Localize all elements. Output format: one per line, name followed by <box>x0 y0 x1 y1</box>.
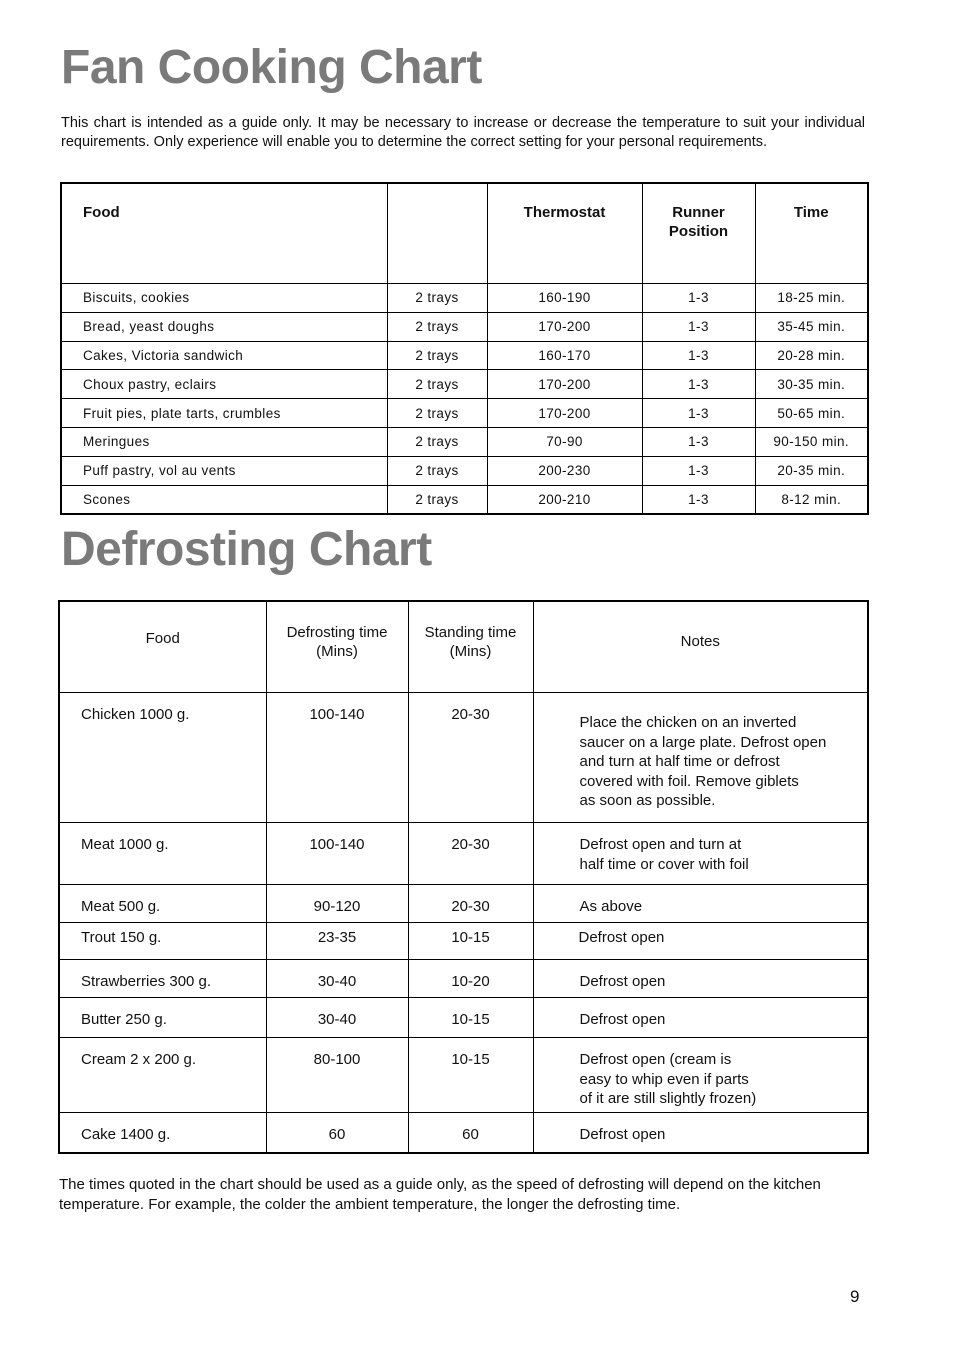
fan-header-runner-position: Runner Position <box>642 183 755 284</box>
trays-cell: 2 trays <box>387 284 487 313</box>
fan-table-row <box>61 485 868 514</box>
fan-table-row <box>61 427 868 456</box>
note-line: half time or cover with foil <box>579 855 749 873</box>
note-line: Place the chicken on an inverted <box>579 714 797 731</box>
food-cell: Bread, yeast doughs <box>61 312 387 341</box>
food-cell: Meat 1000 g. <box>59 823 266 885</box>
thermostat-cell: 70-90 <box>487 427 642 456</box>
time-cell: 20-28 min. <box>755 341 868 370</box>
thermostat-cell: 200-210 <box>487 485 642 514</box>
defrost-table-row <box>59 693 868 823</box>
runner-position-cell: 1-3 <box>642 370 755 399</box>
note-line: and turn at half time or defrost <box>579 753 780 770</box>
note-line: Defrost open and turn at <box>579 836 742 853</box>
food-cell: Chicken 1000 g. <box>59 693 266 823</box>
runner-position-cell: 1-3 <box>642 456 755 485</box>
defrost-header-notes: Notes <box>533 601 868 693</box>
defrosting-time-cell: 80-100 <box>266 1038 408 1113</box>
defrosting-time-cell: 23-35 <box>266 923 408 960</box>
time-cell: 18-25 min. <box>755 284 868 313</box>
note-line: saucer on a large plate. Defrost open <box>579 733 827 751</box>
trays-cell: 2 trays <box>387 427 487 456</box>
fan-table-row <box>61 312 868 341</box>
time-cell: 30-35 min. <box>755 370 868 399</box>
food-cell: Meringues <box>61 427 387 456</box>
runner-position-cell: 1-3 <box>642 341 755 370</box>
runner-position-cell: 1-3 <box>642 485 755 514</box>
defrost-header-food: Food <box>59 601 266 693</box>
notes-cell <box>533 693 868 823</box>
defrost-table-row <box>59 885 868 923</box>
standing-time-cell: 10-15 <box>408 1038 533 1113</box>
notes-cell <box>533 960 868 998</box>
note-line: As above <box>579 898 643 915</box>
food-cell: Cakes, Victoria sandwich <box>61 341 387 370</box>
notes-cell <box>533 823 868 885</box>
food-cell: Cake 1400 g. <box>59 1113 266 1153</box>
defrost-table-row <box>59 1113 868 1153</box>
runner-position-cell: 1-3 <box>642 312 755 341</box>
notes-cell <box>533 923 868 960</box>
fan-table-body <box>61 284 868 515</box>
trays-cell: 2 trays <box>387 341 487 370</box>
defrost-footer-note: The times quoted in the chart should be used as a guide only, as the speed of defrosting will depend on the kitchen temperature. For example, the colder the ambient temperature, the longer the defrosting time. <box>59 1176 821 1213</box>
food-cell: Choux pastry, eclairs <box>61 370 387 399</box>
fan-table-row <box>61 341 868 370</box>
note-line: as soon as possible. <box>579 792 716 809</box>
trays-cell: 2 trays <box>387 456 487 485</box>
notes-cell <box>533 998 868 1038</box>
page-number: 9 <box>850 1287 860 1306</box>
runner-position-cell: 1-3 <box>642 427 755 456</box>
note-line: covered with foil. Remove giblets <box>579 772 799 790</box>
food-cell: Fruit pies, plate tarts, crumbles <box>61 399 387 428</box>
defrost-header-defrosting-time: Defrosting time (Mins) <box>266 601 408 693</box>
food-cell: Meat 500 g. <box>59 885 266 923</box>
food-cell: Butter 250 g. <box>59 998 266 1038</box>
standing-time-cell: 20-30 <box>408 693 533 823</box>
defrosting-time-cell: 30-40 <box>266 960 408 998</box>
trays-cell: 2 trays <box>387 312 487 341</box>
fan-table-row <box>61 370 868 399</box>
standing-time-cell: 20-30 <box>408 823 533 885</box>
trays-cell: 2 trays <box>387 485 487 514</box>
defrosting-time-cell: 100-140 <box>266 693 408 823</box>
time-cell: 20-35 min. <box>755 456 868 485</box>
thermostat-cell: 170-200 <box>487 312 642 341</box>
note-line: Defrost open <box>579 973 666 990</box>
defrost-table-row <box>59 923 868 960</box>
note-line: Defrost open <box>579 1011 666 1028</box>
thermostat-cell: 160-170 <box>487 341 642 370</box>
standing-time-cell: 10-15 <box>408 923 533 960</box>
fan-table-row <box>61 456 868 485</box>
notes-cell <box>533 885 868 923</box>
note-line: Defrost open <box>579 1126 666 1143</box>
standing-time-cell: 10-20 <box>408 960 533 998</box>
time-cell: 8-12 min. <box>755 485 868 514</box>
defrost-table-body <box>59 693 868 1153</box>
note-line: Defrost open <box>578 929 665 946</box>
defrost-table-row <box>59 1038 868 1113</box>
runner-position-cell: 1-3 <box>642 399 755 428</box>
notes-cell <box>533 1113 868 1153</box>
fan-header-trays <box>387 183 487 284</box>
thermostat-cell: 160-190 <box>487 284 642 313</box>
food-cell: Cream 2 x 200 g. <box>59 1038 266 1113</box>
defrosting-time-cell: 90-120 <box>266 885 408 923</box>
thermostat-cell: 170-200 <box>487 399 642 428</box>
time-cell: 90-150 min. <box>755 427 868 456</box>
food-cell: Puff pastry, vol au vents <box>61 456 387 485</box>
standing-time-cell: 20-30 <box>408 885 533 923</box>
fan-table-header-row <box>61 183 868 284</box>
defrosting-table <box>58 600 869 1154</box>
fan-cooking-table <box>60 182 869 515</box>
note-line: of it are still slightly frozen) <box>579 1090 757 1107</box>
defrost-table-header-row <box>59 601 868 693</box>
thermostat-cell: 170-200 <box>487 370 642 399</box>
defrosting-time-cell: 100-140 <box>266 823 408 885</box>
fan-header-thermostat: Thermostat <box>487 183 642 284</box>
defrost-table-row <box>59 960 868 998</box>
fan-header-food: Food <box>61 183 387 284</box>
time-cell: 50-65 min. <box>755 399 868 428</box>
food-cell: Trout 150 g. <box>59 923 266 960</box>
defrost-table-row <box>59 998 868 1038</box>
standing-time-cell: 60 <box>408 1113 533 1153</box>
food-cell: Scones <box>61 485 387 514</box>
defrost-table-row <box>59 823 868 885</box>
fan-header-time: Time <box>755 183 868 284</box>
fan-table-row <box>61 399 868 428</box>
defrosting-time-cell: 30-40 <box>266 998 408 1038</box>
note-line: Defrost open (cream is <box>579 1051 732 1068</box>
defrosting-chart-title: Defrosting Chart <box>61 523 432 576</box>
defrost-header-standing-time: Standing time (Mins) <box>408 601 533 693</box>
fan-cooking-chart-title: Fan Cooking Chart <box>61 41 482 94</box>
defrosting-time-cell: 60 <box>266 1113 408 1153</box>
time-cell: 35-45 min. <box>755 312 868 341</box>
note-line: easy to whip even if parts <box>579 1070 749 1088</box>
notes-cell <box>533 1038 868 1113</box>
fan-chart-intro: This chart is intended as a guide only. It may be necessary to increase or decrease the temperature to suit your individual requirements. Only experience will enable you to determine the correct setting for your personal requirements. <box>61 115 865 150</box>
runner-position-cell: 1-3 <box>642 284 755 313</box>
food-cell: Biscuits, cookies <box>61 284 387 313</box>
trays-cell: 2 trays <box>387 370 487 399</box>
fan-table-row <box>61 284 868 313</box>
standing-time-cell: 10-15 <box>408 998 533 1038</box>
thermostat-cell: 200-230 <box>487 456 642 485</box>
trays-cell: 2 trays <box>387 399 487 428</box>
food-cell: Strawberries 300 g. <box>59 960 266 998</box>
